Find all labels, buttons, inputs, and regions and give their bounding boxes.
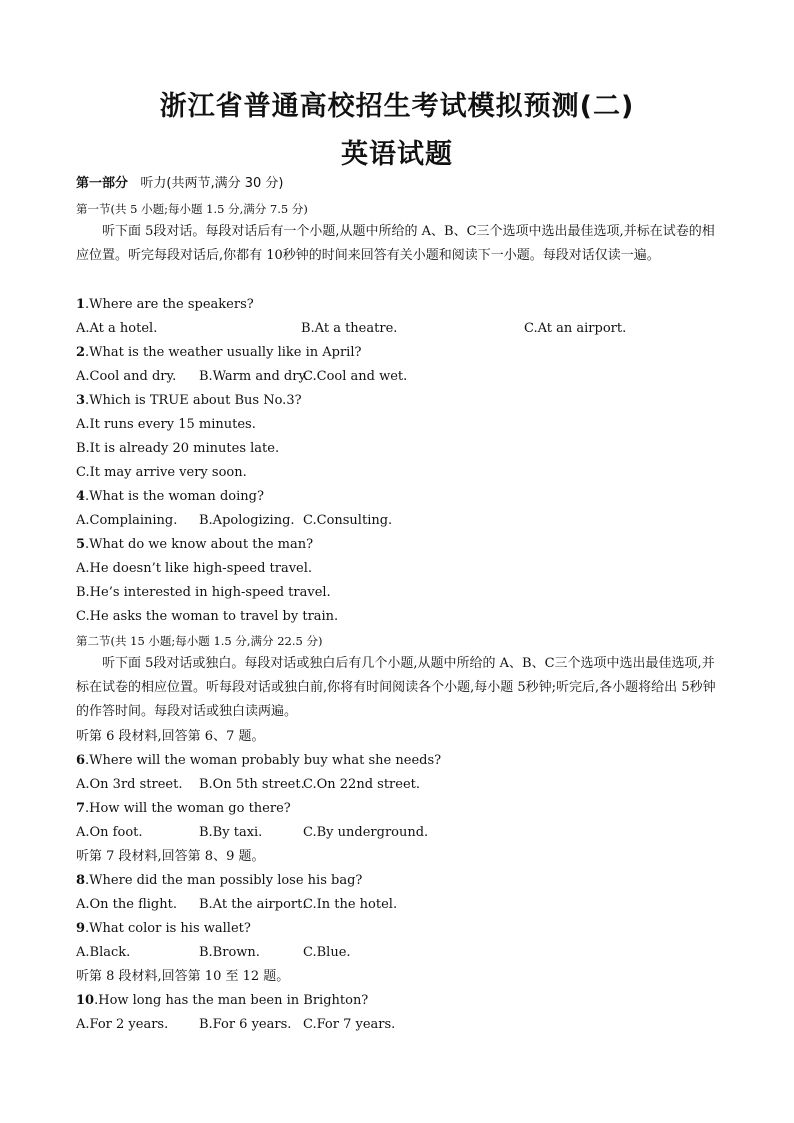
q10-option-b: B.For 6 years. (199, 1017, 292, 1032)
part1-heading (76, 176, 726, 192)
question-text: .What is the woman doing? (85, 489, 264, 504)
question-number: 6 (76, 753, 86, 768)
material-7-heading: 听第 7 段材料,回答第 8、9 题。 (76, 849, 265, 864)
question-text: .How will the woman go there? (85, 801, 291, 816)
section2-instructions: 听下面 5段对话或独白。每段对话或独白后有几个小题,从题中所给的 A、B、C三个选项中选出最佳选项,并标在试卷的相应位置。听每段对话或独白前,你将有时间阅读各个小题,每小题 5秒钟;听完后,各小题将给出 5秒钟的作答时间。每段对话或独白读两遍。 (76, 656, 716, 719)
q2-option-c: C.Cool and wet. (303, 369, 408, 384)
q3-option-a: A.It runs every 15 minutes. (76, 417, 256, 432)
question-number: 7 (76, 801, 86, 816)
question-number: 2 (76, 345, 86, 360)
q8-option-c: C.In the hotel. (303, 897, 398, 912)
question-text: .Which is TRUE about Bus No.3? (85, 393, 302, 408)
question-text: .What is the weather usually like in April? (85, 345, 362, 360)
section1-heading: 第一节(共 5 小题;每小题 1.5 分,满分 7.5 分) (76, 202, 308, 216)
question-number: 5 (76, 537, 86, 552)
question-5 (76, 537, 726, 553)
q6-option-c: C.On 22nd street. (303, 777, 420, 792)
section1-instructions: 听下面 5段对话。每段对话后有一个小题,从题中所给的 A、B、C三个选项中选出最佳选项,并标在试卷的相应位置。听完每段对话后,你都有 10秒钟的时间来回答有关小题和阅读下一小题。每段对话仅读一遍。 (76, 224, 715, 263)
q2-option-a: A.Cool and dry. (76, 369, 177, 384)
q9-option-b: B.Brown. (199, 945, 260, 960)
q6-option-a: A.On 3rd street. (76, 777, 183, 792)
q7-option-c: C.By underground. (303, 825, 429, 840)
question-text: .Where did the man possibly lose his bag? (85, 873, 363, 888)
q7-option-a: A.On foot. (76, 825, 143, 840)
question-4 (76, 489, 726, 505)
q8-option-a: A.On the flight. (76, 897, 177, 912)
question-text: .Where are the speakers? (85, 297, 254, 312)
question-3 (76, 393, 726, 409)
question-text: .What do we know about the man? (85, 537, 314, 552)
q10-option-c: C.For 7 years. (303, 1017, 396, 1032)
question-text: .Where will the woman probably buy what she needs? (85, 753, 442, 768)
q8-option-b: B.At the airport. (199, 897, 307, 912)
material-8-heading: 听第 8 段材料,回答第 10 至 12 题。 (76, 969, 290, 984)
q3-option-c: C.It may arrive very soon. (76, 465, 247, 480)
question-text: .What color is his wallet? (85, 921, 251, 936)
question-number: 1 (76, 297, 86, 312)
question-6 (76, 753, 726, 769)
question-2 (76, 345, 726, 361)
exam-subtitle: 英语试题 (341, 139, 453, 170)
q1-option-c: C.At an airport. (524, 321, 627, 336)
question-number: 8 (76, 873, 86, 888)
q1-option-a: A.At a hotel. (76, 321, 158, 336)
q9-option-c: C.Blue. (303, 945, 351, 960)
question-7 (76, 801, 726, 817)
question-1 (76, 297, 726, 313)
q1-option-b: B.At a theatre. (301, 321, 398, 336)
q7-option-b: B.By taxi. (199, 825, 263, 840)
q5-option-b: B.He’s interested in high-speed travel. (76, 585, 331, 600)
q4-option-a: A.Complaining. (76, 513, 178, 528)
question-number: 10 (76, 993, 95, 1008)
question-text: .How long has the man been in Brighton? (94, 993, 369, 1008)
part1-label: 第一部分 (76, 176, 129, 191)
question-10 (76, 993, 726, 1009)
q5-option-c: C.He asks the woman to travel by train. (76, 609, 339, 624)
q3-option-b: B.It is already 20 minutes late. (76, 441, 280, 456)
question-number: 4 (76, 489, 86, 504)
question-number: 3 (76, 393, 86, 408)
question-9 (76, 921, 726, 937)
question-number: 9 (76, 921, 86, 936)
question-8 (76, 873, 726, 889)
q4-option-c: C.Consulting. (303, 513, 393, 528)
q4-option-b: B.Apologizing. (199, 513, 295, 528)
material-6-heading: 听第 6 段材料,回答第 6、7 题。 (76, 729, 265, 744)
section2-heading: 第二节(共 15 小题;每小题 1.5 分,满分 22.5 分) (76, 634, 323, 648)
exam-title: 浙江省普通高校招生考试模拟预测(二) (159, 91, 635, 122)
q2-option-b: B.Warm and dry. (199, 369, 309, 384)
q10-option-a: A.For 2 years. (76, 1017, 169, 1032)
q5-option-a: A.He doesn’t like high-speed travel. (76, 561, 313, 576)
q9-option-a: A.Black. (76, 945, 131, 960)
q6-option-b: B.On 5th street. (199, 777, 305, 792)
part1-desc: 听力(共两节,满分 30 分) (140, 176, 284, 191)
